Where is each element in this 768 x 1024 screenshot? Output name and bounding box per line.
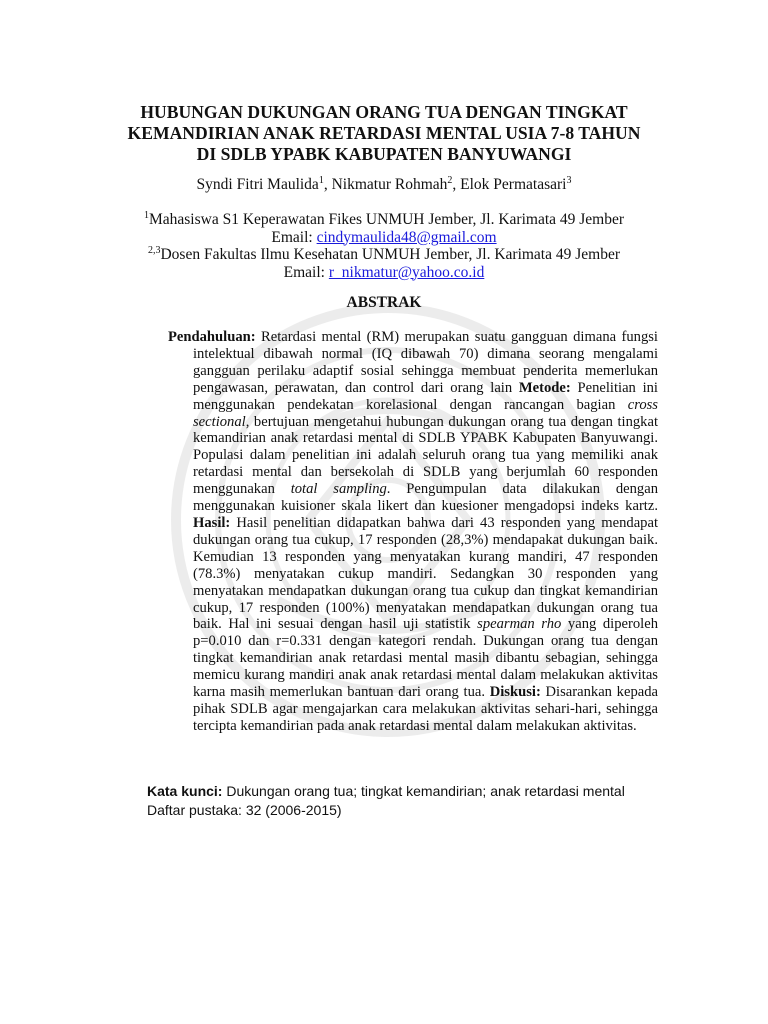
author-affiliation-mark: 2 <box>447 174 453 186</box>
abstract-text: yang diperoleh p=0.010 dan r=0.331 dengan kategori rendah. Dukungan orang tua dengan tingkat kemandirian anak retardasi mental masih dibantu sebagian, sehingga memicu kurang mandiri anak anak retardasi mental dalam melakukan aktivitas karna masih memerlukan bantuan dari orang tua. <box>193 616 658 701</box>
section-label-hasil: Hasil: <box>193 514 231 531</box>
affiliation-text: Mahasiswa S1 Keperawatan Fikes UNMUH Jember, Jl. Karimata 49 Jember <box>148 211 625 228</box>
affiliation-mark: 2,3 <box>147 244 161 256</box>
abstract-body <box>168 329 659 735</box>
email-link[interactable]: cindymaulida48@gmail.com <box>316 228 497 246</box>
section-label-diskusi: Diskusi: <box>489 684 541 701</box>
abstract-text: Retardasi mental (RM) merupakan suatu gangguan dimana fungsi intelektual dibawah normal (IQ dibawah 70) dimana seorang mengalami gangguan perilaku adaptif sosial sehingga membuat penderita memerlukan pengawasan, perawatan, dan control dari orang lain <box>193 329 658 396</box>
affiliations <box>90 211 678 281</box>
italic-term: cross sectional <box>193 396 658 430</box>
section-label-metode: Metode: <box>518 379 571 396</box>
keywords-text: Dukungan orang tua; tingkat kemandirian; anak retardasi mental <box>222 783 625 799</box>
author-separator: , <box>323 176 332 193</box>
title-line: HUBUNGAN DUKUNGAN ORANG TUA DENGAN TINGKAT <box>140 102 628 122</box>
abstract-heading: ABSTRAK <box>346 294 422 311</box>
keywords-line <box>147 782 667 801</box>
author-name: Syndi Fitri Maulida <box>196 176 319 193</box>
email-link[interactable]: r_nikmatur@yahoo.co.id <box>328 263 485 281</box>
affiliation-text: Dosen Fakultas Ilmu Kesehatan UNMUH Jember, Jl. Karimata 49 Jember <box>160 246 621 263</box>
keywords-label: Kata kunci: <box>147 783 223 799</box>
affiliation-1 <box>90 211 678 229</box>
italic-term: spearman rho <box>477 616 562 633</box>
keywords-block <box>147 782 667 820</box>
author-name: Nikmatur Rohmah <box>331 176 448 193</box>
abstract-paragraph <box>168 329 659 735</box>
abstract-text: Penelitian ini menggunakan pendekatan korelasional dengan rancangan bagian <box>193 379 658 413</box>
abstract-text: , bertujuan mengetahui hubungan dukungan orang tua dengan tingkat kemandirian anak retardasi mental di SDLB YPABK Kabupaten Banyuwangi. Populasi dalam penelitian ini adalah seluruh orang tua yang memiliki anak retardasi mental dan bersekolah di SDLB yang berjumlah 60 responden menggunakan <box>193 413 658 498</box>
email-label: Email: <box>271 228 317 246</box>
references-count: Daftar pustaka: 32 (2006-2015) <box>147 802 342 818</box>
paper-title <box>90 102 678 165</box>
author-affiliation-mark: 1 <box>318 174 324 186</box>
abstract-text: Hasil penelitian didapatkan bahwa dari 43 responden yang mendapat dukungan orang tua cukup, 17 responden (28,3%) mendapakat dukungan baik. Kemudian 13 responden yang menyatakan kurang mandiri, 47 responden (78.3%) menyatakan cukup mandiri. Sedangkan 30 responden yang menyatakan mendapatkan dukungan orang tua cukup dan tingkat kemandirian cukup, 17 responden (100%) menyatakan mendapatkan dukungan orang tua baik. Hal ini sesuai dengan hasil uji statistik <box>193 514 658 633</box>
affiliation-mark: 1 <box>143 209 149 221</box>
section-label-pendahuluan: Pendahuluan: <box>168 329 256 345</box>
author-list <box>90 175 678 195</box>
abstract-text: . Pengumpulan data dilakukan dengan menggunakan kuisioner skala likert dan kuesioner mengadopsi indeks kartz. <box>193 481 659 515</box>
email-label: Email: <box>283 263 329 281</box>
email-line-1 <box>90 229 678 247</box>
affiliation-2 <box>90 246 678 264</box>
title-line: KEMANDIRIAN ANAK RETARDASI MENTAL USIA 7-8 TAHUN <box>127 123 641 143</box>
author-separator: , <box>452 176 461 193</box>
author-affiliation-mark: 3 <box>566 174 572 186</box>
abstract-text: Disarankan kepada pihak SDLB agar mengajarkan cara melakukan aktivitas sehari-hari, sehingga tercipta kemandirian pada anak retardasi mental dalam melakukan aktivitas. <box>193 684 658 734</box>
italic-term: total sampling <box>290 481 387 498</box>
author-name: Elok Permatasari <box>460 176 567 193</box>
title-line: DI SDLB YPABK KABUPATEN BANYUWANGI <box>196 144 572 164</box>
email-line-2 <box>90 264 678 282</box>
